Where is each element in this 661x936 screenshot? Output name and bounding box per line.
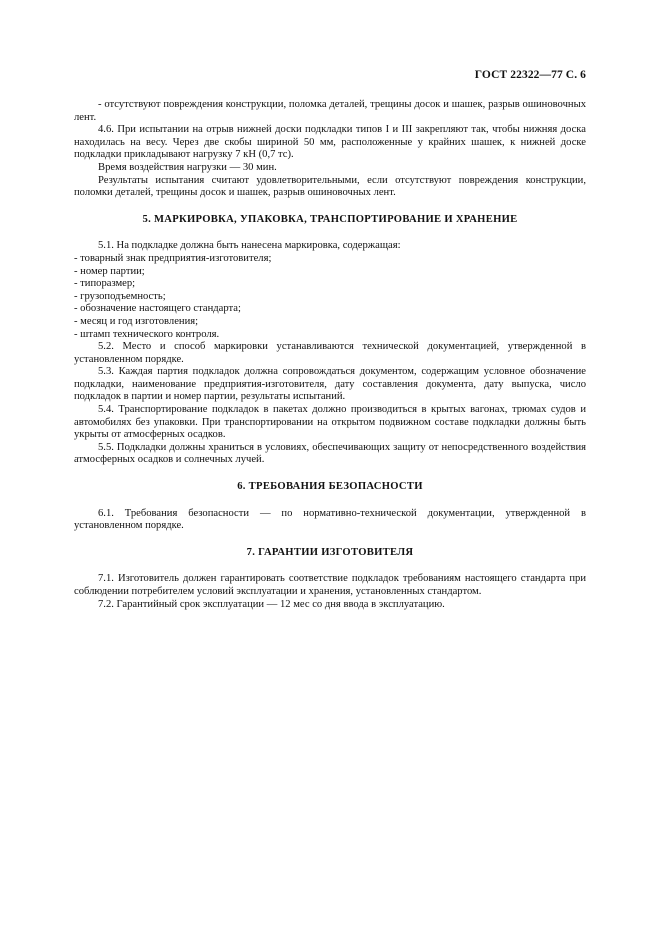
marking-list-item: - месяц и год изготовления; <box>74 315 199 327</box>
document-body <box>74 99 586 611</box>
test-results: Результаты испытания считают удовлетворительными, если отсутствуют повреждения конструкции, поломки деталей, трещины досок и шашек, разрыв ошиновочных лент. <box>74 174 586 199</box>
clause-7-1: 7.1. Изготовитель должен гарантировать соответствие подкладок требованиям настоящего стандарта при соблюдении потребителем условий эксплуатации и хранения, установленных стандартом. <box>74 573 586 597</box>
clause-5-5: 5.5. Подкладки должны храниться в условиях, обеспечивающих защиту от непосредственного воздействия атмосферных осадков и солнечных лучей. <box>74 441 586 466</box>
clause-7-2: 7.2. Гарантийный срок эксплуатации — 12 мес со дня ввода в эксплуатацию. <box>98 598 445 610</box>
clause-5-1: 5.1. На подкладке должна быть нанесена маркировка, содержащая: <box>98 240 401 252</box>
clause-5-3: 5.3. Каждая партия подкладок должна сопровождаться документом, содержащим условное обозначение подкладки, наименование предприятия-изготовителя, дату составления документа, дату выпуска, число подкладок в партии и номер партии, результаты испытаний. <box>74 366 586 403</box>
intro-paragraph: - отсутствуют повреждения конструкции, поломка деталей, трещины досок и шашек, разрыв ошиновочных лент. <box>74 99 586 123</box>
section-7-title: 7. ГАРАНТИИ ИЗГОТОВИТЕЛЯ <box>246 546 414 558</box>
marking-list-item: - грузоподъемность; <box>74 290 166 302</box>
clause-5-4: 5.4. Транспортирование подкладок в пакетах должно производиться в крытых вагонах, трюмах судов и автомобилях без упаковки. При транспортировании на открытом подвижном составе подкладки должны быть укрыты от атмосферных осадков. <box>74 404 586 441</box>
load-duration: Время воздействия нагрузки — 30 мин. <box>98 161 277 173</box>
section-5-title: 5. МАРКИРОВКА, УПАКОВКА, ТРАНСПОРТИРОВАНИЕ И ХРАНЕНИЕ <box>142 213 518 225</box>
marking-list-item: - штамп технического контроля. <box>74 328 220 340</box>
clause-6-1: 6.1. Требования безопасности — по нормативно-технической документации, утвержденной в установленном порядке. <box>74 507 586 532</box>
clause-5-2: 5.2. Место и способ маркировки устанавливаются технической документацией, утвержденной в установленном порядке. <box>74 341 586 365</box>
marking-list-item: - номер партии; <box>74 265 145 277</box>
page-header: ГОСТ 22322—77 С. 6 <box>474 69 586 81</box>
marking-list-item: - обозначение настоящего стандарта; <box>74 303 241 315</box>
marking-list-item: - товарный знак предприятия-изготовителя; <box>74 252 272 264</box>
marking-list-item: - типоразмер; <box>74 278 136 290</box>
clause-4-6: 4.6. При испытании на отрыв нижней доски подкладки типов I и III закрепляют так, чтобы нижняя доска находилась на весу. Через две скобы шириной 50 мм, расположенные у крайних шашек, к нижней доске подкладки прикладывают нагрузку 7 кН (0,7 тс). <box>74 124 586 161</box>
section-6-title: 6. ТРЕБОВАНИЯ БЕЗОПАСНОСТИ <box>237 481 423 493</box>
